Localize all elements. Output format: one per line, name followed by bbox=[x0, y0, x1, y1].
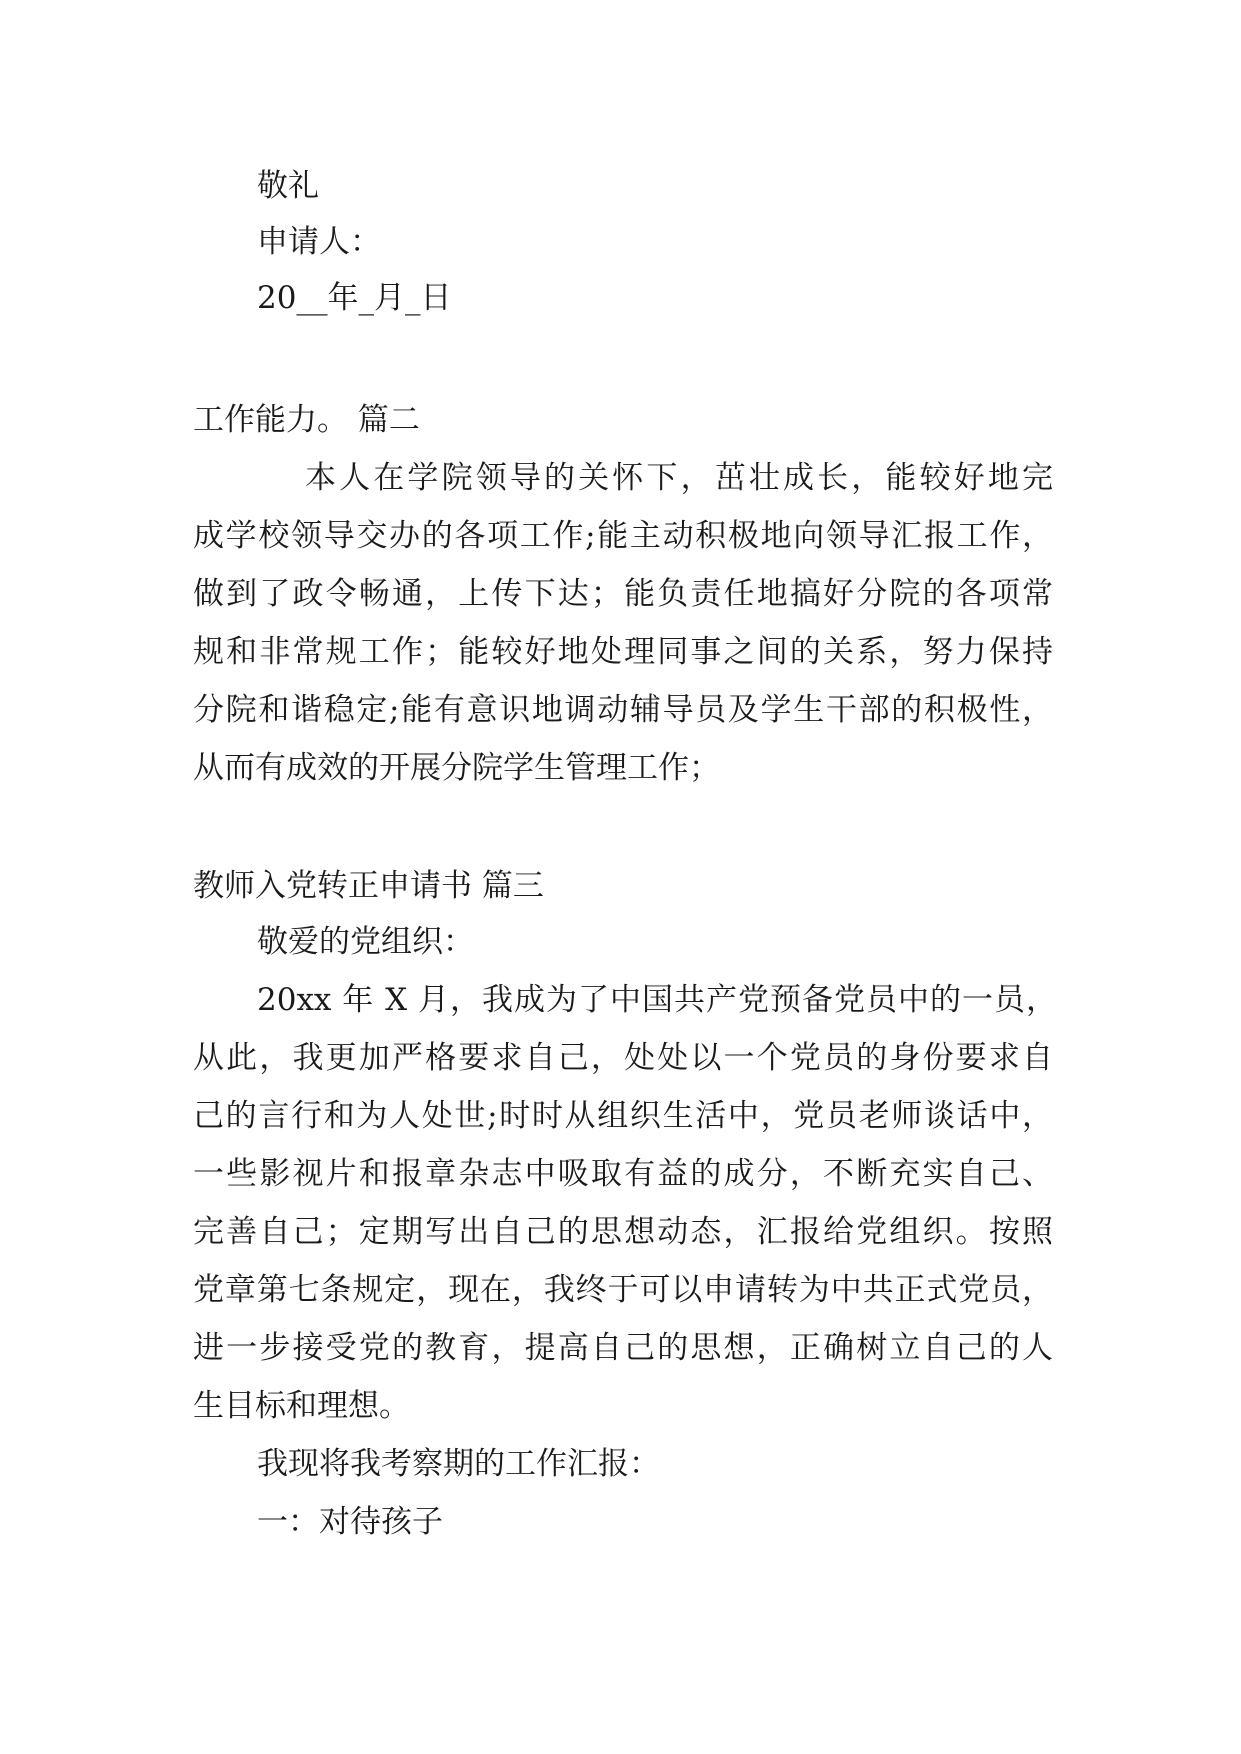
paragraph-line: 规和非常规工作；能较好地处理同事之间的关系，努力保持 bbox=[193, 634, 1053, 670]
date-line: 20__年_月_日 bbox=[257, 280, 452, 316]
paragraph-line: 己的言行和为人处世;时时从组织生活中，党员老师谈话中， bbox=[193, 1098, 1053, 1134]
paragraph-line: 分院和谐稳定;能有意识地调动辅导员及学生干部的积极性， bbox=[193, 692, 1053, 728]
paragraph-line: 生目标和理想。 bbox=[193, 1388, 410, 1424]
paragraph-line: 进一步接受党的教育，提高自己的思想，正确树立自己的人 bbox=[193, 1330, 1053, 1366]
paragraph-line: 党章第七条规定，现在，我终于可以申请转为中共正式党员， bbox=[193, 1272, 1053, 1308]
list-item-heading: 一：对待孩子 bbox=[257, 1504, 443, 1540]
paragraph-line: 一些影视片和报章杂志中吸取有益的成分，不断充实自己、 bbox=[193, 1156, 1053, 1192]
paragraph-line: 20xx 年 X 月，我成为了中国共产党预备党员中的一员， bbox=[257, 982, 1057, 1018]
paragraph-line: 完善自己；定期写出自己的思想动态，汇报给党组织。按照 bbox=[193, 1214, 1053, 1250]
paragraph-line: 成学校领导交办的各项工作;能主动积极地向领导汇报工作， bbox=[193, 518, 1053, 554]
salutation: 敬爱的党组织： bbox=[257, 924, 474, 960]
applicant-label: 申请人： bbox=[257, 224, 381, 260]
report-intro: 我现将我考察期的工作汇报： bbox=[257, 1446, 660, 1482]
closing-text: 敬礼 bbox=[257, 168, 319, 204]
paragraph-line: 从此，我更加严格要求自己，处处以一个党员的身份要求自 bbox=[193, 1040, 1053, 1076]
section-heading-2: 工作能力。 篇二 bbox=[193, 402, 420, 438]
paragraph-line: 从而有成效的开展分院学生管理工作； bbox=[193, 750, 720, 786]
paragraph-line: 做到了政令畅通，上传下达；能负责任地搞好分院的各项常 bbox=[193, 576, 1053, 612]
paragraph-line: 本人在学院领导的关怀下，茁壮成长，能较好地完 bbox=[305, 460, 1053, 496]
section-heading-3: 教师入党转正申请书 篇三 bbox=[193, 868, 544, 904]
